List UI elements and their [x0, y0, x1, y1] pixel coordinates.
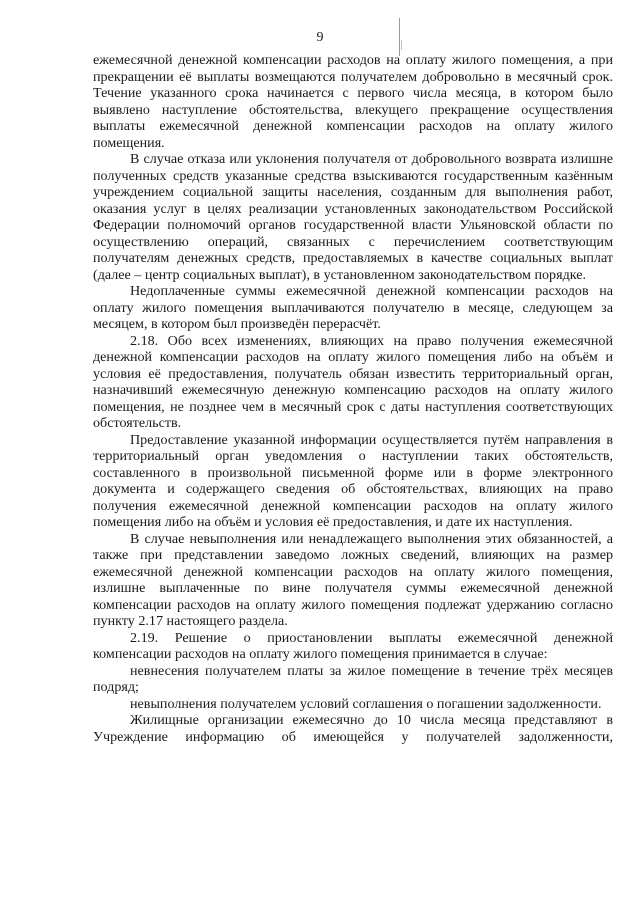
document-body	[93, 52, 613, 745]
paragraph-2-19: 2.19. Решение о приостановлении выплаты ежемесячной денежной компенсации расходов на оплату жилого помещения принимается в случае:	[93, 629, 613, 662]
paragraph-underpaid-sums: Недоплаченные суммы ежемесячной денежной компенсации расходов на оплату жилого помещения выплачиваются получателю в месяце, следующем за месяцем, в котором был произведён перерасчёт.	[93, 283, 613, 332]
list-item-agreement-breach: невыполнения получателем условий соглашения о погашении задолженности.	[130, 695, 602, 712]
paragraph-non-fulfillment: В случае невыполнения или ненадлежащего выполнения этих обязанностей, а также при представлении заведомо ложных сведений, влияющих на размер ежемесячной денежной компенсации расходов на оплату жилого помещения, излишне выплаченные по вине получателя суммы ежемесячной денежной компенсации расходов на оплату жилого помещения подлежат удержанию согласно пункту 2.17 настоящего раздела.	[93, 530, 613, 629]
paragraph-2-18: 2.18. Обо всех изменениях, влияющих на право получения ежемесячной денежной компенсации расходов на оплату жилого помещения либо на объём и условия её предоставления, получатель обязан известить территориальный орган, назначивший ежемесячную денежную компенсацию расходов на оплату жилого помещения, не позднее чем в месячный срок с даты наступления соответствующих обстоятельств.	[93, 332, 613, 431]
page-number: 9	[316, 30, 324, 45]
paragraph-continuation: ежемесячной денежной компенсации расходов на оплату жилого помещения, а при прекращении её выплаты возмещаются получателем добровольно в месячный срок. Течение указанного срока начинается с первого числа месяца, в котором было выявлено наступление обстоятельства, влекущего прекращение осуществления выплаты ежемесячной денежной компенсации расходов на оплату жилого помещения.	[93, 52, 613, 151]
paragraph-housing-organizations: Жилищные организации ежемесячно до 10 числа месяца представляют в Учреждение информацию об имеющейся у получателей задолженности,	[93, 712, 613, 745]
list-item-non-payment: невнесения получателем платы за жилое помещение в течение трёх месяцев подряд;	[93, 662, 613, 695]
paragraph-information-submission: Предоставление указанной информации осуществляется путём направления в территориальный орган уведомления о наступлении таких обстоятельств, составленного в произвольной письменной форме или в форме электронного документа и содержащего сведения об обстоятельствах, влияющих на право получения ежемесячной денежной компенсации расходов на оплату жилого помещения либо на объём и условия её предоставления, и дате их наступления.	[93, 431, 613, 530]
paragraph-refusal-recovery: В случае отказа или уклонения получателя от добровольного возврата излишне полученных средств указанные средства взыскиваются государственным казённым учреждением социальной защиты населения, созданным для выполнения работ, оказания услуг в целях реализации установленных законодательством Российской Федерации полномочий органов государственной власти Ульяновской области по осуществлению операций, связанных с перечислением соответствующим получателям денежных средств, предоставляемых в качестве социальных выплат (далее – центр социальных выплат), в установленном законодательством порядке.	[93, 151, 613, 283]
